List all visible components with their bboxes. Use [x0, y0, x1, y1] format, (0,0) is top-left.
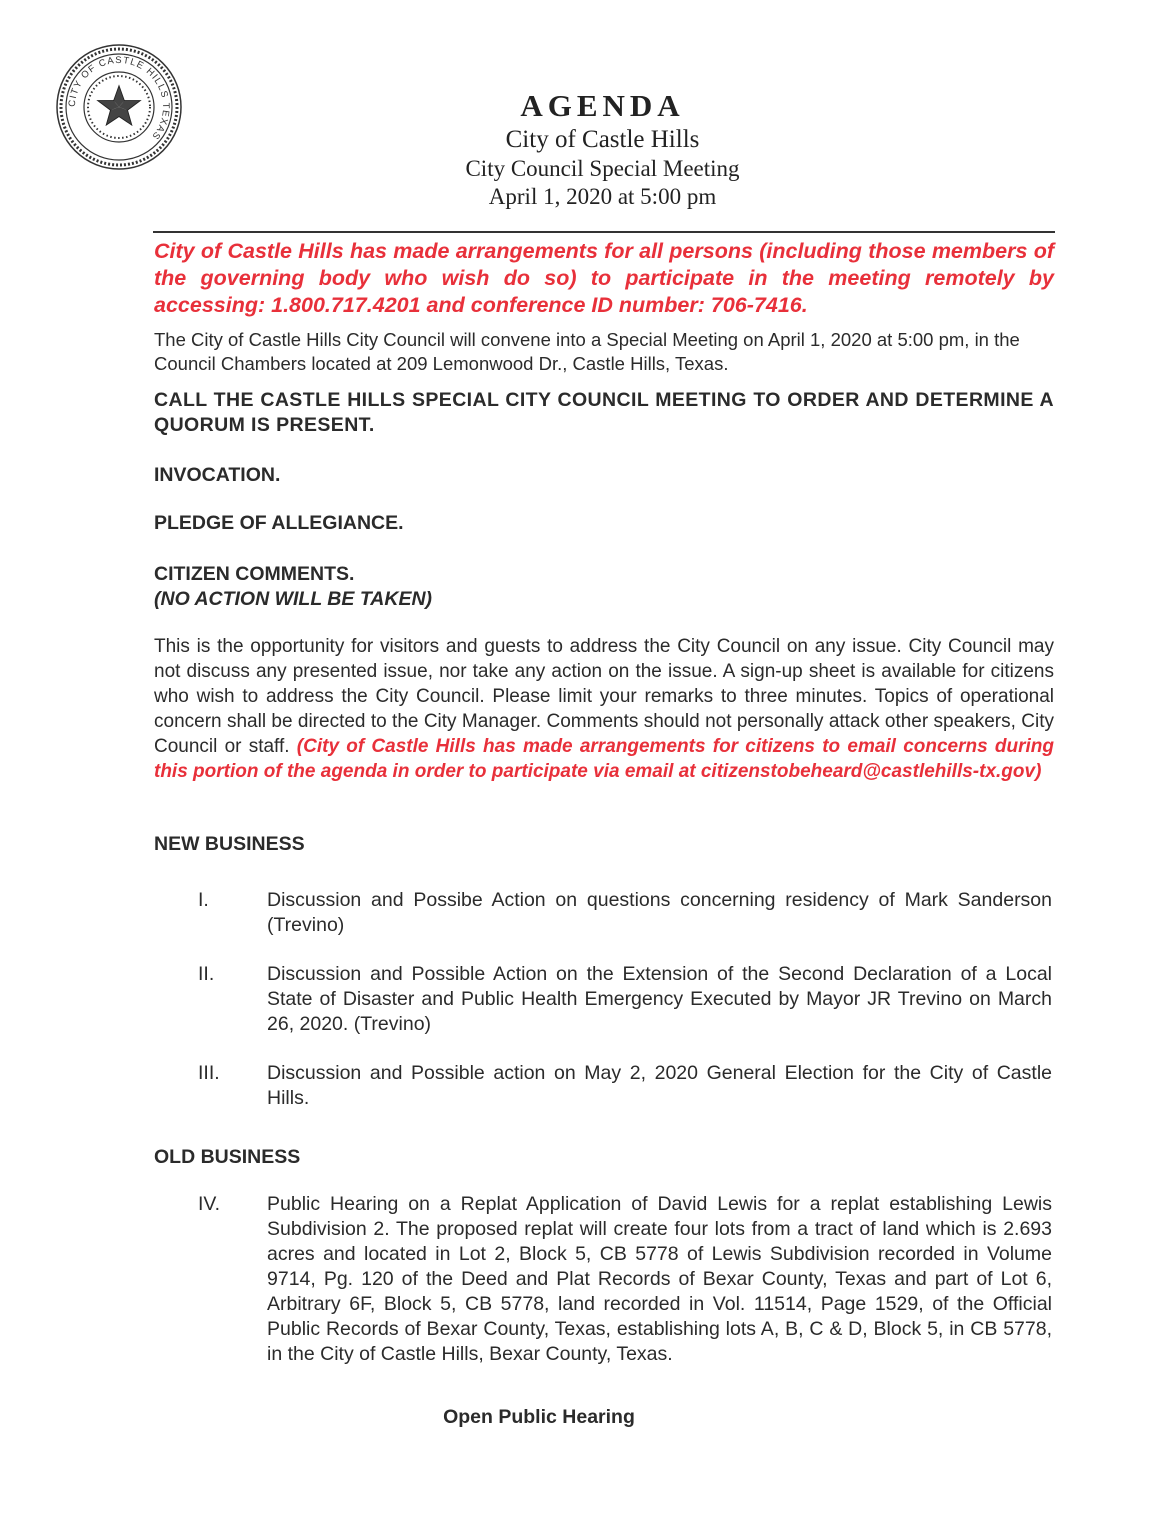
- call-to-order: CALL THE CASTLE HILLS SPECIAL CITY COUNCIL MEETING TO ORDER AND DETERMINE A QUORUM IS PRESENT.: [154, 389, 1054, 436]
- pledge-heading: PLEDGE OF ALLEGIANCE.: [154, 512, 404, 534]
- new-business-heading: NEW BUSINESS: [154, 833, 305, 855]
- agenda-item-number: II.: [198, 963, 215, 985]
- agenda-item-text: Discussion and Possibe Action on questions concerning residency of Mark Sanderson (Trevino): [267, 889, 1052, 936]
- agenda-item-number: I.: [198, 889, 209, 911]
- agenda-item-number: III.: [198, 1062, 220, 1084]
- citizen-email-note: (City of Castle Hills has made arrangements for citizens to email concerns during this portion of the agenda in order to participate via email at citizenstobeheard@castlehills-tx.gov): [154, 736, 1054, 782]
- seal-text: CITY OF CASTLE HILLS TEXAS: [66, 54, 172, 142]
- city-name: City of Castle Hills: [505, 126, 700, 153]
- header-divider: [153, 231, 1055, 233]
- meeting-intro: The City of Castle Hills City Council will convene into a Special Meeting on April 1, 2020 at 5:00 pm, in the Council Chambers located at 209 Lemonwood Dr., Castle Hills, Texas.: [154, 329, 1020, 374]
- agenda-item-number: IV.: [198, 1193, 221, 1215]
- meeting-type: City Council Special Meeting: [465, 156, 740, 181]
- city-seal-logo: [55, 43, 183, 171]
- citizen-comments-heading: CITIZEN COMMENTS.: [154, 563, 355, 585]
- open-public-hearing: Open Public Hearing: [443, 1406, 635, 1428]
- agenda-item-text: Discussion and Possible Action on the Extension of the Second Declaration of a Local State of Disaster and Public Health Emergency Executed by Mayor JR Trevino on March 26, 2020. (Trevino): [267, 963, 1052, 1035]
- old-business-heading: OLD BUSINESS: [154, 1146, 301, 1168]
- citizen-comments-body: [154, 634, 1054, 784]
- agenda-item-text: Public Hearing on a Replat Application of David Lewis for a replat establishing Lewis Subdivision 2. The proposed replat will create four lots from a tract of land which is 2.693 acres and located in Lot 2, Block 5, CB 5778 of Lewis Subdivision recorded in Volume 9714, Pg. 120 of the Deed and Plat Records of Bexar County, Texas and part of Lot 6, Arbitrary 6F, Block 5, CB 5778, land recorded in Vol. 11514, Page 1529, of the Official Public Records of Bexar County, Texas, establishing lots A, B, C & D, Block 5, in CB 5778, in the City of Castle Hills, Bexar County, Texas.: [267, 1193, 1052, 1365]
- document-header: [300, 88, 905, 211]
- agenda-item-text: Discussion and Possible action on May 2, 2020 General Election for the City of Castle Hills.: [267, 1062, 1052, 1109]
- agenda-title: AGENDA: [520, 88, 685, 123]
- remote-participation-notice: City of Castle Hills has made arrangements for all persons (including those members of the governing body who wish do so) to participate in the meeting remotely by accessing: 1.800.717.4201 and conference ID number: 706-7416.: [154, 239, 1054, 317]
- citizen-comments-text: This is the opportunity for visitors and guests to address the City Council on any issue. City Council may not discuss any presented issue, nor take any action on the issue. A sign-up sheet is available for citizens who wish to address the City Council. Please limit your remarks to three minutes. Topics of operational concern shall be directed to the City Manager. Comments should not personally attack other speakers, City Council or staff.: [154, 636, 1054, 757]
- no-action-note: (NO ACTION WILL BE TAKEN): [154, 588, 433, 610]
- invocation-heading: INVOCATION.: [154, 464, 281, 486]
- meeting-date: April 1, 2020 at 5:00 pm: [488, 184, 717, 209]
